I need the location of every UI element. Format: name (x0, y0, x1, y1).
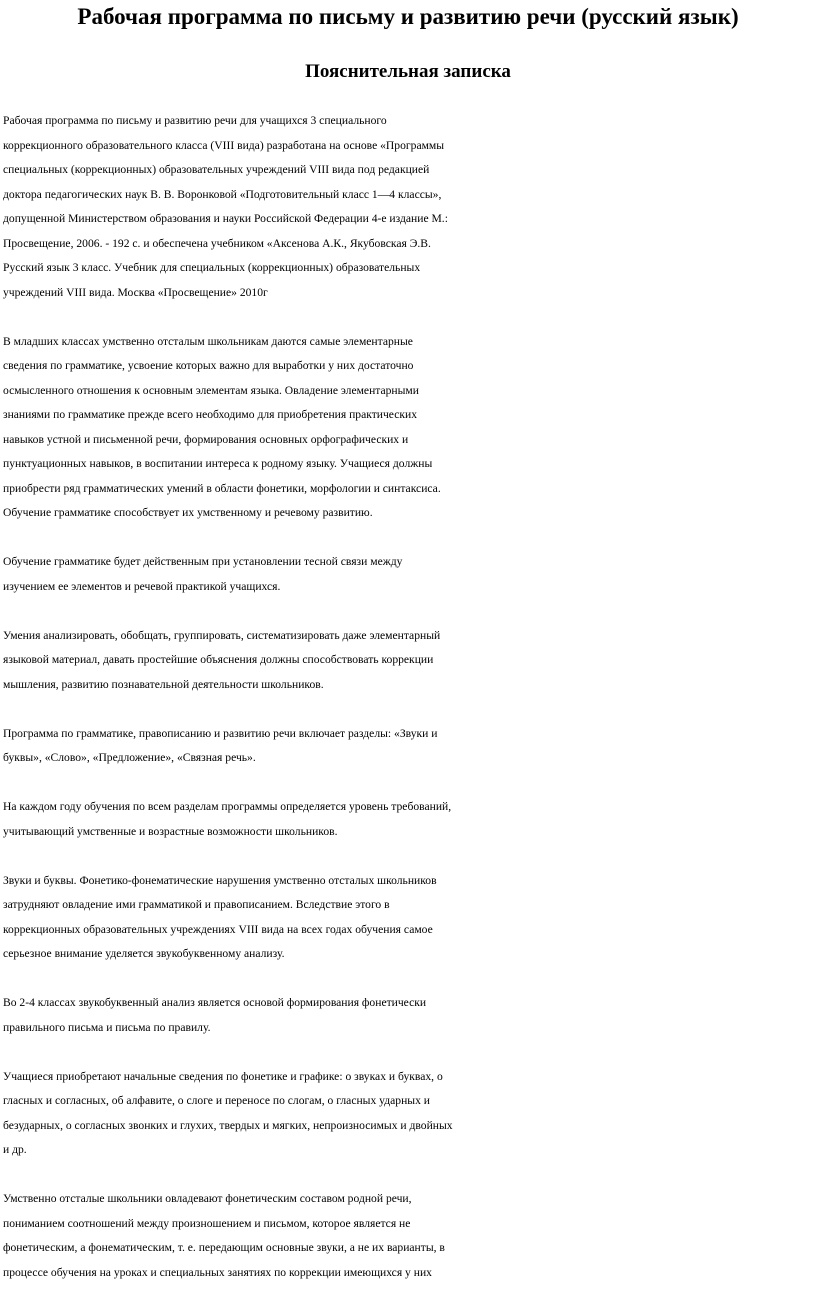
paragraph-line: Обучение грамматике способствует их умственному и речевому развитию. (3, 506, 373, 519)
paragraph (3, 722, 816, 771)
paragraph-line: серьезное внимание уделяется звукобуквенному анализу. (3, 947, 285, 960)
paragraph (3, 109, 816, 305)
paragraph-line: Во 2-4 классах звукобуквенный анализ является основой формирования фонетически (3, 996, 427, 1009)
document-title: Рабочая программа по письму и развитию речи (русский язык) (77, 4, 739, 29)
paragraph (3, 1065, 816, 1163)
document-body (3, 109, 816, 1310)
paragraph-line: безударных, о согласных звонких и глухих, твердых и мягких, непроизносимых и двойных (3, 1118, 453, 1132)
paragraph-line: специальных (коррекционных) образовательных учреждений VIII вида под редакцией (3, 163, 430, 176)
paragraph (3, 624, 816, 698)
paragraph-line: гласных и согласных, об алфавите, о слоге и переносе по слогам, о гласных ударных и (3, 1094, 430, 1107)
paragraph-line: В младших классах умственно отсталым школьникам даются самые элементарные (3, 334, 413, 348)
paragraph-line: Программа по грамматике, правописанию и развитию речи включает разделы: «Звуки и (3, 726, 438, 740)
paragraph-line: коррекционного образовательного класса (VIII вида) разработана на основе «Программы (3, 138, 445, 152)
paragraph (3, 1187, 816, 1285)
paragraph-line: буквы», «Слово», «Предложение», «Связная речь». (3, 751, 256, 764)
paragraph-line: учитывающий умственные и возрастные возможности школьников. (3, 824, 338, 838)
paragraph-line: процессе обучения на уроках и специальных занятиях по коррекции имеющихся у них (3, 1265, 432, 1279)
section-heading: Пояснительная записка (305, 61, 511, 82)
paragraph (3, 869, 816, 967)
paragraph-line: приобрести ряд грамматических умений в области фонетики, морфологии и синтаксиса. (3, 481, 441, 495)
paragraph (3, 991, 816, 1040)
paragraph-line: На каждом году обучения по всем разделам программы определяется уровень требований, (3, 800, 452, 813)
paragraph-line: и др. (3, 1143, 27, 1156)
paragraph-line: знаниями по грамматике прежде всего необходимо для приобретения практических (3, 408, 418, 421)
paragraph-line: Обучение грамматике будет действенным при установлении тесной связи между (3, 555, 403, 568)
paragraph-line: пониманием соотношений между произношением и письмом, которое является не (3, 1216, 411, 1230)
paragraph-line: правильного письма и письма по правилу. (3, 1020, 211, 1034)
paragraph-line: сведения по грамматике, усвоение которых важно для выработки у них достаточно (3, 359, 414, 372)
paragraph-line: Умения анализировать, обобщать, группировать, систематизировать даже элементарный (3, 628, 441, 642)
paragraph-line: Рабочая программа по письму и развитию речи для учащихся 3 специального (3, 114, 387, 127)
paragraph-line: языковой материал, давать простейшие объяснения должны способствовать коррекции (3, 653, 434, 666)
paragraph-line: изучением ее элементов и речевой практикой учащихся. (3, 579, 281, 593)
paragraph-line: мышления, развитию познавательной деятельности школьников. (3, 677, 324, 691)
paragraph-line: учреждений VIII вида. Москва «Просвещение» 2010г (3, 285, 268, 299)
paragraph-line: доктора педагогических наук В. В. Воронковой «Подготовительный класс 1—4 классы», (3, 187, 442, 201)
paragraph-line: фонетическим, а фонематическим, т. е. передающим основные звуки, а не их варианты, в (3, 1241, 445, 1254)
paragraph-line: пунктуационных навыков, в воспитании интереса к родному языку. Учащиеся должны (3, 457, 433, 470)
paragraph-line: коррекционных образовательных учреждениях VIII вида на всех годах обучения самое (3, 922, 433, 936)
paragraph-line: Русский язык 3 класс. Учебник для специальных (коррекционных) образовательных (3, 261, 421, 274)
paragraph-line: Просвещение, 2006. - 192 с. и обеспечена учебником «Аксенова А.К., Якубовская Э.В. (3, 236, 431, 250)
paragraph (3, 330, 816, 526)
paragraph-line: осмысленного отношения к основным элементам языка. Овладение элементарными (3, 383, 419, 397)
paragraph-line: допущенной Министерством образования и науки Российской Федерации 4-е издание М.: (3, 212, 448, 225)
paragraph (3, 795, 816, 844)
paragraph-line: Звуки и буквы. Фонетико-фонематические нарушения умственно отсталых школьников (3, 873, 437, 887)
paragraph-line: затрудняют овладение ими грамматикой и правописанием. Вследствие этого в (3, 898, 390, 911)
paragraph-line: навыков устной и письменной речи, формирования основных орфографических и (3, 432, 409, 446)
paragraph-line: Учащиеся приобретают начальные сведения по фонетике и графике: о звуках и буквах, о (3, 1069, 443, 1083)
paragraph (3, 550, 816, 599)
paragraph-line: Умственно отсталые школьники овладевают фонетическим составом родной речи, (3, 1192, 412, 1205)
